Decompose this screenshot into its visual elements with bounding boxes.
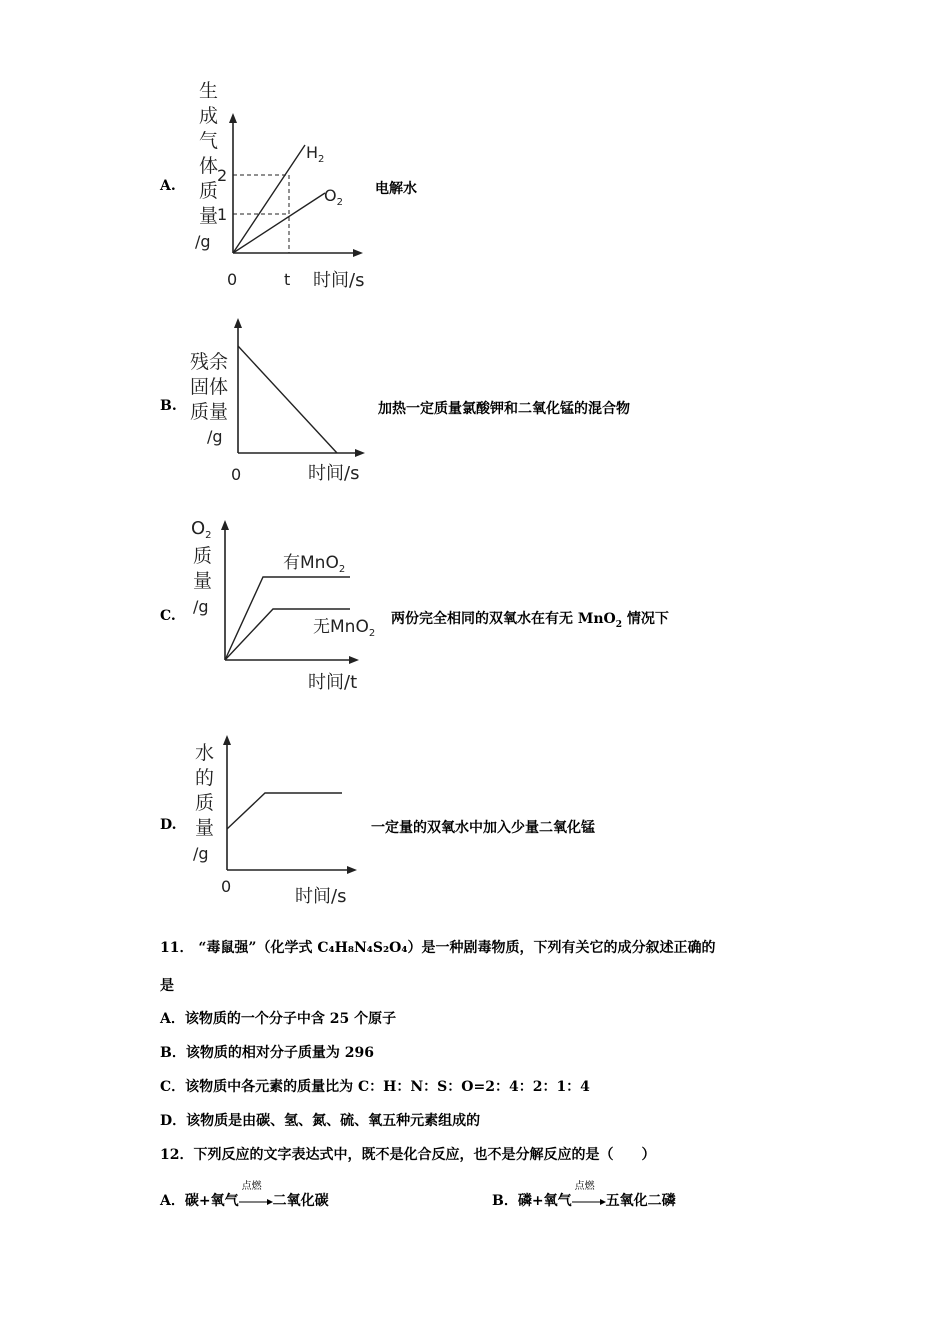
ylabel-line: 量 [193, 570, 213, 592]
x-axis-arrow [353, 249, 363, 257]
q12-option-b-product: 五氧化二磷 [605, 1193, 676, 1209]
q11-stem-line1: 11． “毒鼠强”（化学式 C₄H₈N₄S₂O₄）是一种剧毒物质，下列有关它的成分叙述正确的 [160, 940, 716, 956]
q11-option-a: A．该物质的一个分子中含 25 个原子 [160, 1011, 397, 1027]
chart-electrolysis [185, 75, 385, 295]
y-axis-arrow [223, 735, 231, 745]
ylabel-char: 质 [199, 180, 219, 202]
x-axis-arrow [355, 449, 365, 457]
option-c-desc-tail: 情况下 [622, 611, 669, 627]
ylabel-char: 成 [199, 105, 219, 127]
q11-option-d: D．该物质是由碳、氢、氮、硫、氧五种元素组成的 [160, 1113, 481, 1129]
arrow-icon [239, 1198, 273, 1206]
option-c-desc-sub: 2 [615, 619, 623, 630]
ylabel-char: 体 [199, 155, 219, 177]
x-axis-arrow [347, 866, 357, 874]
option-c-letter: C. [160, 608, 176, 624]
chart-o2-mass [185, 512, 395, 702]
xlabel: 时间/s [308, 463, 360, 484]
option-a-letter: A. [160, 178, 176, 194]
option-a-desc: 电解水 [375, 181, 417, 197]
q12-option-a-label: A． [160, 1193, 185, 1209]
ylabel-line: 质量 [190, 401, 229, 423]
ytick-label: 1 [217, 205, 228, 224]
xlabel: 时间/s [295, 886, 347, 907]
ylabel-char: 生 [199, 80, 219, 102]
xtick-label: t [284, 270, 291, 289]
ylabel-unit: /g [195, 232, 211, 251]
with-mno2-label-main: 有MnO [283, 553, 339, 573]
o2-label-name: O [324, 186, 337, 205]
ylabel-unit: /g [193, 597, 209, 616]
without-mno2-label-main: 无MnO [313, 617, 369, 637]
ylabel-line: 固体 [190, 376, 229, 398]
arrow-icon [572, 1198, 606, 1206]
option-b-desc: 加热一定质量氯酸钾和二氧化锰的混合物 [378, 401, 630, 417]
origin-label: 0 [227, 270, 238, 289]
chart-water-mass [185, 725, 385, 915]
ylabel-unit: /g [193, 844, 209, 863]
ylabel-unit: /g [207, 427, 223, 446]
y-axis-arrow [221, 520, 229, 530]
ylabel-char: 量 [195, 817, 215, 839]
ylabel-char: 质 [195, 792, 215, 814]
option-c-desc-main: 两份完全相同的双氧水在有无 MnO [391, 611, 616, 627]
ylabel-char: 的 [195, 767, 215, 789]
ylabel-top-main: O [191, 518, 206, 539]
with-mno2-label-sub: 2 [338, 564, 346, 575]
y-axis-arrow [229, 113, 237, 123]
reaction-arrow [239, 1181, 273, 1208]
option-b-letter: B. [160, 398, 177, 414]
q11-stem-line2: 是 [160, 978, 174, 994]
xlabel: 时间/s [313, 270, 365, 291]
q12-option-b-label: B． [492, 1193, 518, 1209]
q12-option-a [160, 1181, 329, 1210]
reaction-condition: 点燃 [241, 1181, 262, 1192]
h2-label [306, 143, 324, 165]
x-axis-arrow [349, 656, 359, 664]
origin-label: 0 [231, 465, 242, 484]
origin-label: 0 [221, 877, 232, 896]
chart-residual-solid [185, 308, 385, 488]
ylabel-char: 气 [199, 130, 219, 152]
q12-option-a-reactants: 碳+氧气 [184, 1193, 239, 1209]
q11-option-b: B．该物质的相对分子质量为 296 [160, 1045, 374, 1061]
ylabel-top [191, 518, 212, 541]
q12-option-b-reactants: 磷+氧气 [517, 1193, 572, 1209]
reaction-arrow [572, 1181, 606, 1208]
without-mno2-label-sub: 2 [368, 628, 376, 639]
q12-stem: 12．下列反应的文字表达式中，既不是化合反应，也不是分解反应的是（ ） [160, 1147, 656, 1163]
q12-option-b [492, 1181, 676, 1210]
o2-label [324, 186, 343, 208]
ylabel-line: 残余 [190, 351, 229, 373]
ytick-label: 2 [217, 166, 228, 185]
ylabel-char: 水 [195, 742, 215, 764]
ylabel-line: 质 [193, 545, 213, 567]
option-d-desc: 一定量的双氧水中加入少量二氧化锰 [371, 820, 595, 836]
q12-option-a-product: 二氧化碳 [272, 1193, 329, 1209]
option-c-desc [391, 608, 669, 630]
xlabel: 时间/t [308, 672, 358, 693]
q11-option-c: C．该物质中各元素的质量比为 C：H：N：S：O=2：4：2：1：4 [160, 1079, 590, 1095]
o2-line [233, 193, 325, 253]
ylabel-char: 量 [199, 205, 219, 227]
h2-label-sub: 2 [318, 154, 325, 165]
o2-label-sub: 2 [336, 197, 343, 208]
h2-line [233, 145, 305, 253]
with-mno2-label [283, 553, 345, 575]
water-mass-line [227, 793, 342, 829]
h2-label-name: H [306, 143, 319, 162]
mass-line [238, 346, 337, 453]
reaction-condition: 点燃 [574, 1181, 595, 1192]
without-mno2-label [313, 617, 375, 639]
option-d-letter: D. [160, 817, 177, 833]
y-axis-arrow [234, 318, 242, 328]
ylabel-top-sub: 2 [205, 530, 212, 541]
